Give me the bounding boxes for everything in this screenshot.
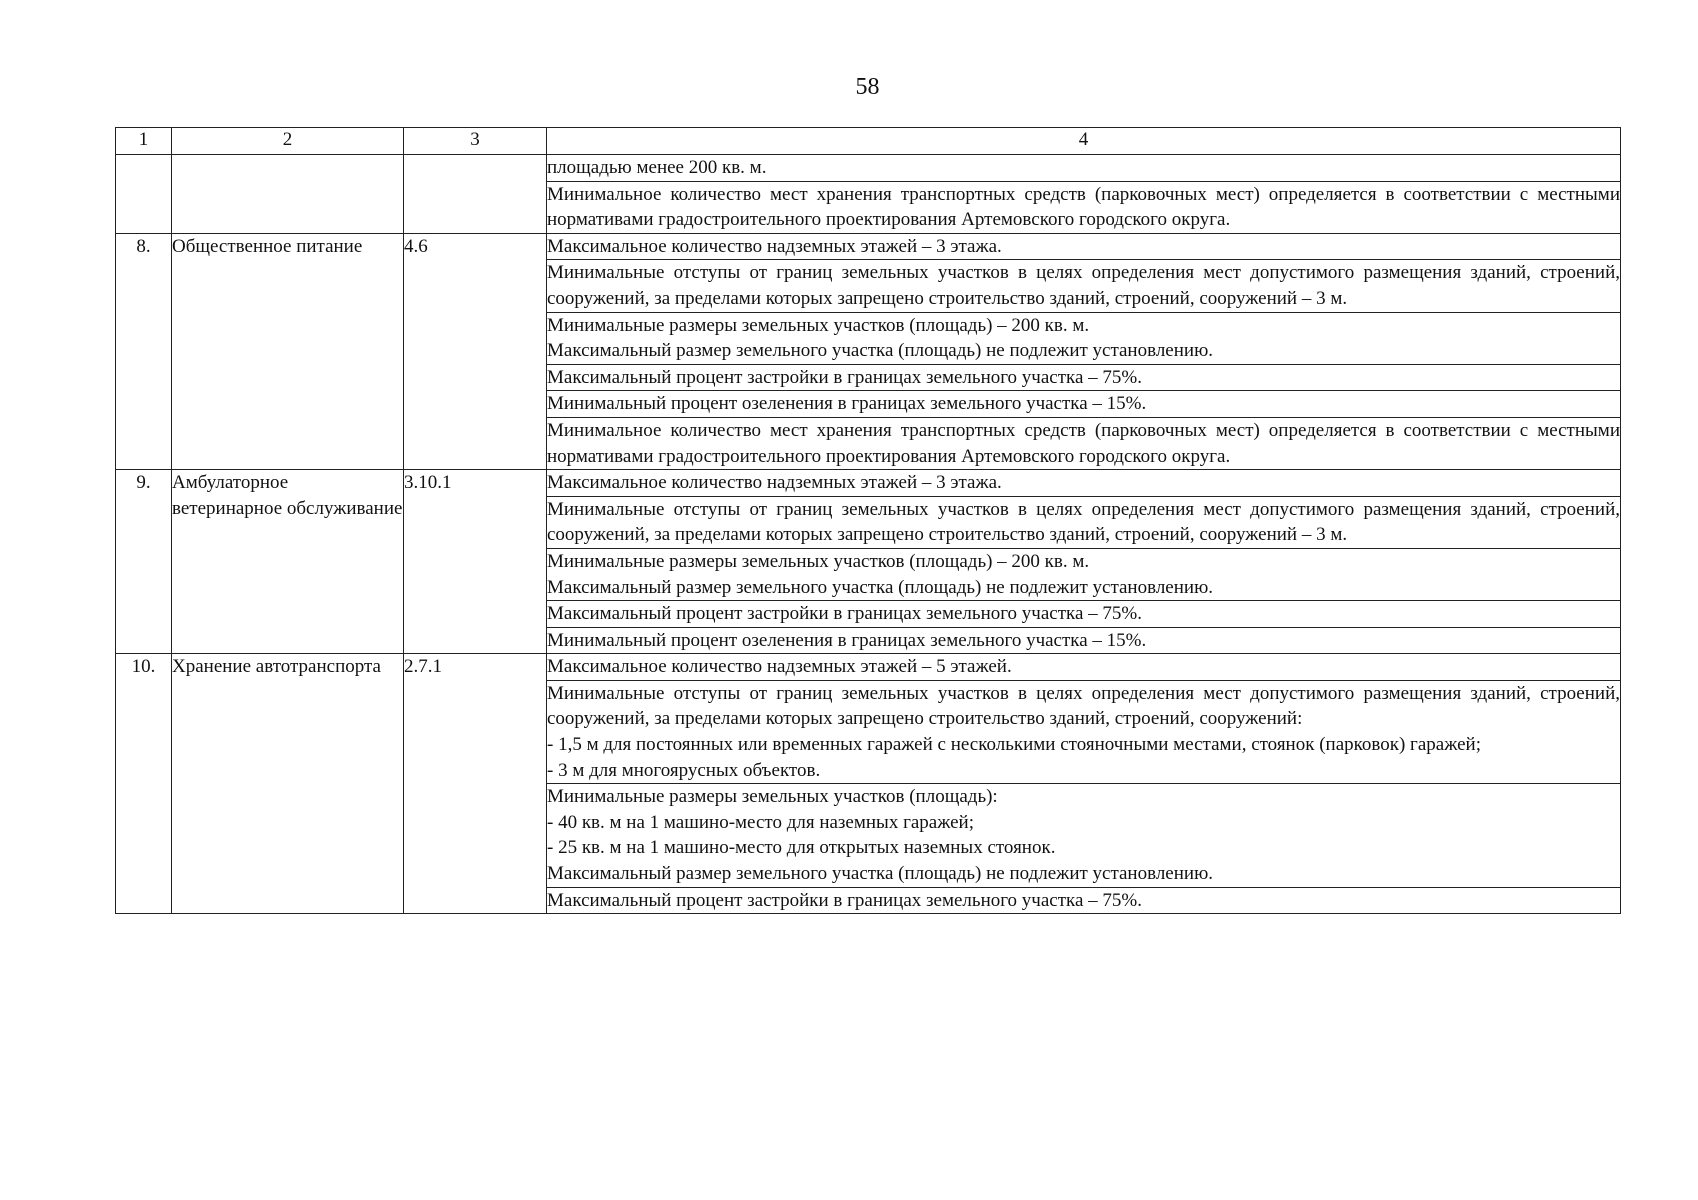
use-code-cell: 4.6 <box>404 233 547 469</box>
page-number: 58 <box>855 74 880 100</box>
row-number-cell: 8. <box>116 233 172 469</box>
parameter-text: Минимальные отступы от границ земельных участков в целях определения мест допустимого размещения зданий, строений, сооружений, за пределами которых запрещено строительство зданий, строений, сооружений – 3 м. <box>547 262 1620 309</box>
header-col-2: 2 <box>172 128 404 155</box>
header-col-3: 3 <box>404 128 547 155</box>
parameter-cell <box>547 312 1621 364</box>
parameter-text: Минимальные отступы от границ земельных участков в целях определения мест допустимого размещения зданий, строений, сооружений, за пределами которых запрещено строительство зданий, строений, сооружений: <box>547 682 1620 730</box>
use-type-cell: Амбулаторное ветеринарное обслуживание <box>172 470 404 654</box>
parameter-text: Минимальные размеры земельных участков (площадь): <box>547 786 998 808</box>
use-type-cell <box>172 155 404 234</box>
parameter-text: Максимальный процент застройки в границах земельного участка – 75%. <box>547 889 1142 911</box>
header-col-1: 1 <box>116 128 172 155</box>
parameter-cell <box>547 155 1621 182</box>
use-code-cell: 2.7.1 <box>404 654 547 914</box>
parameter-text: Максимальный размер земельного участка (площадь) не подлежит установлению. <box>547 576 1214 598</box>
parameter-text: - 25 кв. м на 1 машино-место для открытых наземных стоянок. <box>547 837 1056 859</box>
table-row <box>116 654 1621 681</box>
parameter-text: Максимальное количество надземных этажей – 3 этажа. <box>547 472 1002 494</box>
parameter-text: Минимальное количество мест хранения транспортных средств (парковочных мест) определяется в соответствии с местными нормативами градостроительного проектирования Артемовского городского округа. <box>547 419 1620 467</box>
parameter-text: Минимальный процент озеленения в границах земельного участка – 15%. <box>547 393 1147 415</box>
parameter-cell <box>547 391 1621 418</box>
parameter-cell <box>547 233 1621 260</box>
parameter-text: Минимальный процент озеленения в границах земельного участка – 15%. <box>547 629 1147 651</box>
table-body <box>116 155 1621 914</box>
parameter-cell <box>547 548 1621 600</box>
table-row <box>116 233 1621 260</box>
regulations-table <box>115 127 1621 914</box>
parameter-text: - 1,5 м для постоянных или временных гаражей с несколькими стояночными местами, стоянок (парковок) гаражей; <box>547 734 1481 756</box>
parameter-text: Максимальный размер земельного участка (площадь) не подлежит установлению. <box>547 340 1214 362</box>
row-number-cell: 9. <box>116 470 172 654</box>
parameter-cell <box>547 601 1621 628</box>
row-number-cell: 10. <box>116 654 172 914</box>
parameter-text: Минимальные размеры земельных участков (площадь) – 200 кв. м. <box>547 550 1090 572</box>
parameter-text: Максимальное количество надземных этажей – 3 этажа. <box>547 235 1002 257</box>
use-code-cell <box>404 155 547 234</box>
table-header <box>116 128 1621 155</box>
parameter-text: Максимальный процент застройки в границах земельного участка – 75%. <box>547 603 1142 625</box>
parameter-cell <box>547 654 1621 681</box>
parameter-text: Минимальные размеры земельных участков (площадь) – 200 кв. м. <box>547 314 1090 336</box>
parameter-text: площадью менее 200 кв. м. <box>547 157 767 178</box>
parameter-cell <box>547 181 1621 233</box>
parameter-cell <box>547 887 1621 914</box>
parameter-text: - 40 кв. м на 1 машино-место для наземных гаражей; <box>547 811 974 833</box>
parameter-cell <box>547 470 1621 497</box>
header-row <box>116 128 1621 155</box>
parameter-cell <box>547 627 1621 654</box>
parameter-text: - 3 м для многоярусных объектов. <box>547 759 821 781</box>
row-number-cell <box>116 155 172 234</box>
parameter-text: Максимальный размер земельного участка (площадь) не подлежит установлению. <box>547 863 1214 885</box>
parameter-text: Минимальные отступы от границ земельных участков в целях определения мест допустимого размещения зданий, строений, сооружений, за пределами которых запрещено строительство зданий, строений, сооружений – 3 м. <box>547 498 1620 546</box>
parameter-cell <box>547 364 1621 391</box>
table-row <box>116 155 1621 182</box>
parameter-text: Максимальный процент застройки в границах земельного участка – 75%. <box>547 366 1142 388</box>
table-row <box>116 470 1621 497</box>
parameter-text: Максимальное количество надземных этажей – 5 этажей. <box>547 656 1012 678</box>
parameter-cell <box>547 417 1621 469</box>
use-type-cell: Общественное питание <box>172 233 404 469</box>
parameter-cell <box>547 680 1621 783</box>
parameter-text: Минимальное количество мест хранения транспортных средств (парковочных мест) определяется в соответствии с местными нормативами градостроительного проектирования Артемовского городского округа. <box>547 183 1620 231</box>
parameter-cell <box>547 784 1621 887</box>
header-col-4: 4 <box>547 128 1621 155</box>
parameter-cell <box>547 496 1621 548</box>
use-type-cell: Хранение автотранспорта <box>172 654 404 914</box>
parameter-cell <box>547 260 1621 312</box>
use-code-cell: 3.10.1 <box>404 470 547 654</box>
